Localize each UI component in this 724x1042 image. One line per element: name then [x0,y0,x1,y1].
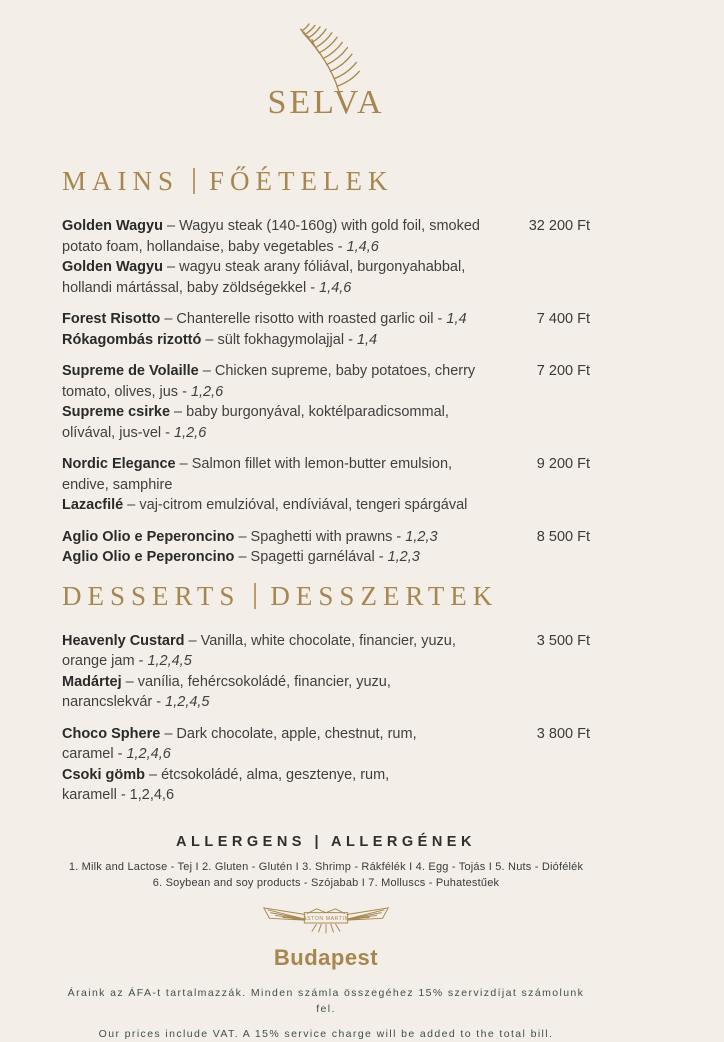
item-price: 3 800 Ft [536,725,590,742]
menu-item-line [62,402,530,423]
palm-leaf-icon [274,18,378,92]
item-text [62,454,530,516]
aston-martin-label: ASTON MARTIN [303,915,349,922]
item-description: olívával, jus-vel - [62,424,170,441]
item-description: hollandi mártással, baby zöldségekkel - [62,279,316,296]
item-allergens: 1,2,4,6 [126,746,171,762]
item-text [62,631,530,713]
item-description: orange jam - [62,653,144,669]
item-price: 3 500 Ft [536,632,590,649]
item-description: – Chanterelle risotto with roasted garlic oil - [164,311,443,327]
item-allergens: 1,2,3 [387,549,420,565]
allergens-title: ALLERGENS | ALLERGÉNEK [176,833,476,850]
item-allergens: 1,2,4,5 [147,653,192,669]
section-title-hu: FŐÉTELEK [209,166,394,196]
item-description: – baby burgonyával, koktélparadicsommal, [174,404,449,420]
menu-item-line [62,672,530,693]
brand-wordmark: SELVA [267,84,385,121]
aston-martin-wings-logo [260,903,392,943]
item-name: Choco Sphere [62,725,161,742]
menu-item-line [62,724,530,745]
item-text [62,216,529,298]
footer-note-hu: Áraink az ÁFA-t tartalmazzák. Minden számla összegéhez 15% szervizdíjat számolunk fel. [67,986,585,1015]
heading-divider [193,168,195,194]
menu-item-line [62,278,529,299]
menu-item-golden-wagyu [62,216,590,298]
menu-item-line [62,651,530,672]
item-description: – vaj-citrom emulzióval, endíviával, tengeri spárgával [127,497,468,513]
item-description: – sült fokhagymolajjal - [205,331,353,348]
item-description: – Wagyu steak (140-160g) with gold foil, smoked [167,218,480,234]
item-description: – vanília, fehércsokoládé, financier, yuzu, [125,673,391,690]
item-price: 9 200 Ft [536,456,590,472]
item-allergens: 1,4,6 [319,279,352,296]
item-allergens: 1,4 [446,311,467,327]
item-description: – wagyu steak arany fóliával, burgonyahabbal, [167,259,466,275]
menu-item-line [62,527,530,548]
section-title-en: DESSERTS [62,580,241,611]
item-description: – étcsokoládé, alma, gesztenye, rum, [149,766,390,783]
section-heading-desserts [62,579,590,613]
item-name: Rókagombás rizottó [62,331,202,348]
item-allergens: 1,2,4,5 [165,694,210,710]
venue-city: Budapest [273,944,379,970]
item-name: Golden Wagyu [62,218,163,234]
item-description: endive, samphire [62,476,173,493]
section-title-en: MAINS [62,166,180,196]
item-name: Supreme csirke [62,404,171,420]
item-text [62,527,530,568]
menu-item-line [62,382,530,403]
menu-item-line [62,454,530,475]
item-description: tomato, olives, jus - [62,383,187,400]
item-description: – Spagetti garnélával - [238,549,384,565]
item-description: – Dark chocolate, apple, chestnut, rum, [164,725,417,742]
section-title-hu: DESSZERTEK [270,580,499,611]
section-heading-mains [62,164,590,198]
menu-item-line [62,361,530,382]
menu-item-line [62,547,530,568]
footer-notes [62,985,590,1042]
allergen-line-1: 1. Milk and Lactose - Tej I 2. Gluten - Glutén I 3. Shrimp - Rákfélék I 4. Egg - Tojás I 5. Nuts - Diófélék [68,860,584,873]
item-allergens: 1,2,6 [190,383,224,400]
menu-item-choco-sphere [62,724,590,806]
item-name: Golden Wagyu [62,259,163,275]
item-allergens: 1,2,3 [405,528,438,545]
item-name: Madártej [62,673,122,690]
menu-item-line [62,309,530,330]
menu-item-line [62,216,529,237]
menu-item-line [62,785,530,806]
menu-item-supreme-de-volaille [62,361,590,443]
menu-item-forest-risotto [62,309,590,350]
item-description: narancslekvár - [62,694,162,710]
item-allergens: 1,2,6 [174,424,207,441]
item-name: Lazacfilé [62,497,124,513]
menu-item-line [62,423,530,444]
menu-item-line [62,257,529,278]
menu-item-nordic-elegance [62,454,590,516]
item-name: Supreme de Volaille [62,363,199,379]
mains-items [62,216,590,568]
allergen-line-2: 6. Soybean and soy products - Szójabab I 7. Molluscs - Puhatestűek [152,876,500,889]
item-price: 8 500 Ft [536,528,590,545]
menu-item-aglio-olio [62,527,590,568]
item-price: 7 200 Ft [536,363,590,379]
menu-item-line [62,495,530,516]
item-description: potato foam, hollandaise, baby vegetables - [62,238,343,255]
item-description: – Vanilla, white chocolate, financier, yuzu, [188,632,456,649]
item-text [62,361,530,443]
item-name: Forest Risotto [62,311,161,327]
item-name: Aglio Olio e Peperoncino [62,528,235,545]
menu-item-heavenly-custard [62,631,590,713]
menu-item-line [62,330,530,351]
item-description: – Chicken supreme, baby potatoes, cherry [202,363,476,379]
item-name: Nordic Elegance [62,456,176,472]
allergens-section [62,832,590,891]
item-price: 7 400 Ft [536,311,590,327]
desserts-items [62,631,590,806]
item-allergens: 1,4 [356,331,378,348]
item-description: caramel - [62,746,123,762]
footer-note-en: Our prices include VAT. A 15% service charge will be added to the total bill. [98,1027,554,1040]
brand-logo [62,18,590,122]
venue-block [62,903,590,971]
item-name: Aglio Olio e Peperoncino [62,549,235,565]
item-text [62,309,530,350]
item-name: Csoki gömb [62,766,145,783]
item-price: 32 200 Ft [528,218,590,234]
item-name: Heavenly Custard [62,632,185,649]
item-description: – Salmon fillet with lemon-butter emulsion, [179,456,453,472]
menu-item-line [62,475,530,496]
menu-item-line [62,765,530,786]
item-text [62,724,530,806]
menu-item-line [62,744,530,765]
item-description: karamell - 1,2,4,6 [62,787,175,803]
item-allergens: 1,4,6 [346,238,379,255]
menu-item-line [62,237,529,258]
heading-divider [254,583,256,609]
menu-item-line [62,631,530,652]
menu-item-line [62,692,530,713]
item-description: – Spaghetti with prawns - [238,528,402,545]
